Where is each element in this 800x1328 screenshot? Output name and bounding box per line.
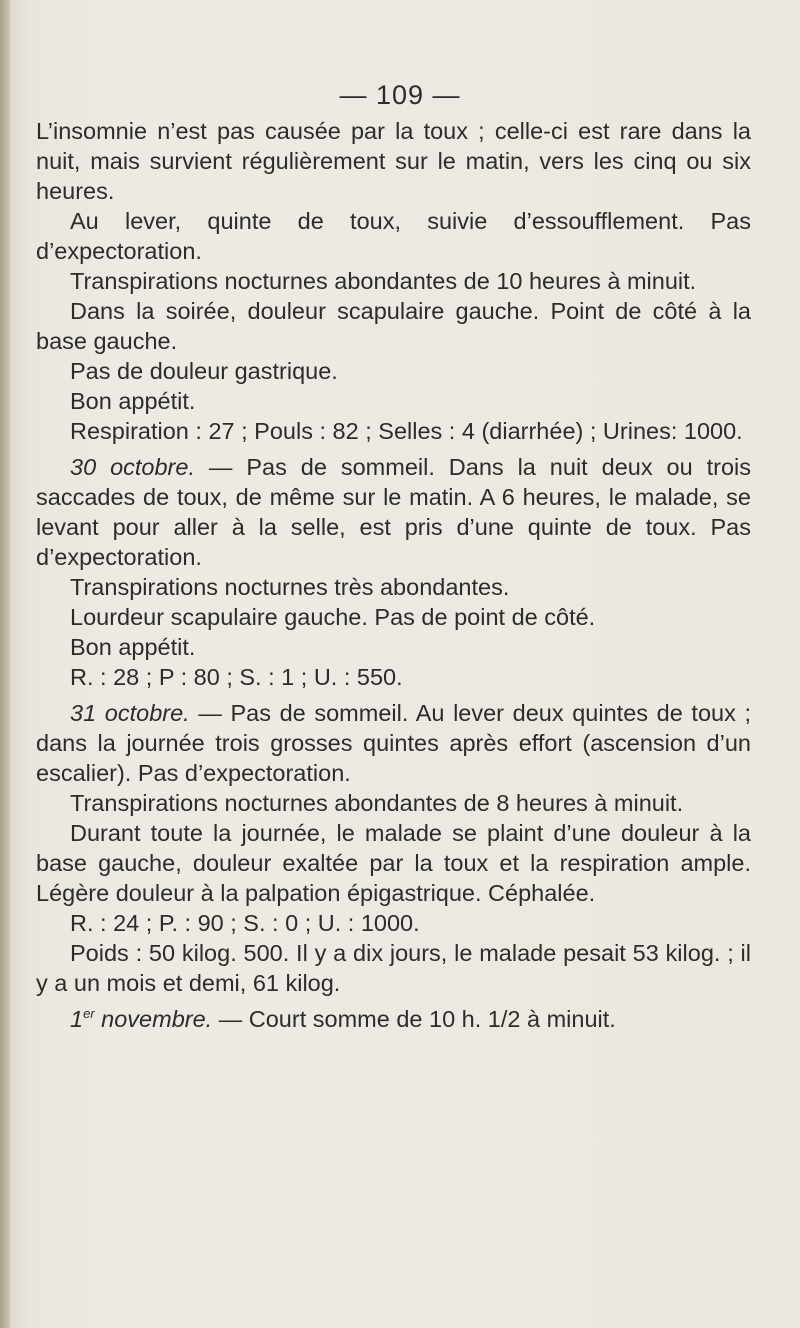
entry-date: 31 octobre.	[70, 700, 190, 726]
paragraph-text: — Pas de sommeil. Dans la nuit deux ou trois saccades de toux, de même sur le matin. A 6 heures, le malade, se levant pour aller à la selle, est pris d’une quinte de toux. Pas d’expectoration.	[36, 454, 751, 570]
paragraph-text: Bon appétit.	[70, 388, 196, 414]
paragraph	[36, 206, 751, 266]
paragraph-text: — Pas de sommeil. Au lever deux quintes de toux ; dans la journée trois grosses quintes après effort (ascension d’un escalier). Pas d’expectoration.	[36, 700, 751, 786]
paragraph-text: Lourdeur scapulaire gauche. Pas de point de côté.	[70, 604, 596, 630]
paragraph	[36, 416, 751, 446]
entry-date-ordinal: er	[83, 1006, 95, 1022]
paragraph	[36, 602, 751, 632]
paragraph-text: Transpirations nocturnes abondantes de 10 heures à minuit.	[70, 268, 697, 294]
page-number: — 109 —	[339, 80, 461, 110]
paragraph-text: Bon appétit.	[70, 634, 196, 660]
entry-date-number: 1	[70, 1006, 84, 1032]
dated-entry	[36, 1004, 751, 1034]
paragraph-text: Au lever, quinte de toux, suivie d’essoufflement. Pas d’expectoration.	[36, 208, 751, 264]
paragraph-text: L’insomnie n’est pas causée par la toux ; celle-ci est rare dans la nuit, mais survient régulièrement sur le matin, vers les cinq ou six heures.	[36, 118, 751, 204]
paragraph	[36, 356, 751, 386]
paragraph	[36, 116, 751, 206]
page-binding-edge	[0, 0, 10, 1328]
paragraph-text: Transpirations nocturnes très abondantes.	[70, 574, 510, 600]
paragraph-text: R. : 28 ; P : 80 ; S. : 1 ; U. : 550.	[70, 664, 403, 690]
paragraph	[36, 632, 751, 662]
paragraph-text: Respiration : 27 ; Pouls : 82 ; Selles : 4 (diarrhée) ; Urines: 1000.	[70, 418, 743, 444]
entry-date: 30 octobre.	[70, 454, 195, 480]
paragraph-text: Dans la soirée, douleur scapulaire gauche. Point de côté à la base gauche.	[36, 298, 751, 354]
paragraph	[36, 788, 751, 818]
dated-entry	[36, 698, 751, 788]
entry-date: novembre.	[94, 1006, 213, 1032]
paragraph-text: Durant toute la journée, le malade se plaint d’une douleur à la base gauche, douleur exaltée par la toux et la respiration ample. Légère douleur à la palpation épigastrique. Céphalée.	[36, 820, 751, 906]
paragraph	[36, 266, 751, 296]
dated-entry	[36, 452, 751, 572]
paragraph-text: Pas de douleur gastrique.	[70, 358, 338, 384]
paragraph	[36, 572, 751, 602]
paragraph	[36, 938, 751, 998]
paragraph-text: Transpirations nocturnes abondantes de 8 heures à minuit.	[70, 790, 684, 816]
body-text	[36, 116, 751, 1034]
paragraph-text: Poids : 50 kilog. 500. Il y a dix jours, le malade pesait 53 kilog. ; il y a un mois et demi, 61 kilog.	[36, 940, 751, 996]
paragraph-text: R. : 24 ; P. : 90 ; S. : 0 ; U. : 1000.	[70, 910, 420, 936]
paragraph	[36, 296, 751, 356]
paragraph	[36, 386, 751, 416]
paragraph-text: — Court somme de 10 h. 1/2 à minuit.	[212, 1006, 616, 1032]
paragraph	[36, 908, 751, 938]
paragraph	[36, 818, 751, 908]
paragraph	[36, 662, 751, 692]
